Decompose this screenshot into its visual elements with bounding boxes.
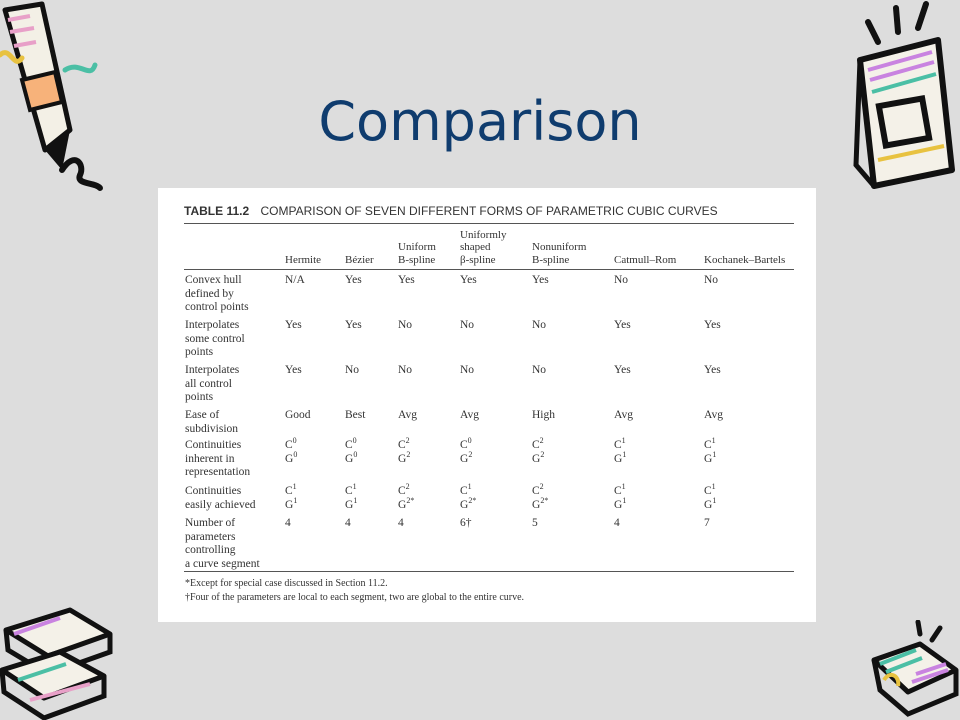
- table-cell: $C^1$: [285, 482, 297, 497]
- row-label: inherent in: [185, 452, 235, 465]
- column-header: Nonuniform: [532, 241, 587, 253]
- table-cell: $C^2$: [398, 482, 410, 497]
- table-cell: Yes: [285, 319, 302, 331]
- table-bottom-rule: [184, 571, 794, 572]
- table-cell: $G^1$: [704, 495, 717, 511]
- table-cell: No: [460, 319, 475, 331]
- table-cell: $C^1$: [704, 482, 716, 497]
- table-cell: $G^2$: [398, 449, 411, 465]
- table-cell: 6†: [460, 517, 472, 529]
- column-header: B-spline: [532, 253, 570, 266]
- table-cell: No: [345, 364, 360, 376]
- table-cell: $C^1$: [614, 482, 626, 497]
- row-label: some control: [185, 332, 245, 345]
- table-cell: $G^2$: [460, 449, 473, 465]
- table-cell: Avg: [704, 409, 723, 421]
- row-label: Interpolates: [185, 319, 240, 331]
- row-label: a curve segment: [185, 557, 260, 570]
- table-cell: No: [532, 319, 547, 331]
- row-label: defined by: [185, 287, 234, 300]
- column-header: Hermite: [285, 253, 322, 266]
- row-label: parameters: [185, 530, 236, 543]
- table-cell: Yes: [704, 319, 721, 331]
- table-cell: Yes: [614, 364, 631, 376]
- table-cell: No: [532, 364, 547, 376]
- column-header: Uniform: [398, 241, 436, 253]
- table-cell: $G^{2*}$: [398, 495, 415, 511]
- table-cell: 4: [398, 517, 404, 529]
- table-cell: Yes: [345, 274, 362, 286]
- table-cell: $G^{2*}$: [532, 495, 549, 511]
- table-cell: $G^1$: [345, 495, 358, 511]
- table-footnote: †Four of the parameters are local to each segment, two are global to the entire curve.: [185, 592, 525, 603]
- table-cell: Yes: [345, 319, 362, 331]
- table-cell: Yes: [614, 319, 631, 331]
- table-cell: $C^2$: [532, 436, 544, 451]
- row-label: easily achieved: [185, 498, 256, 511]
- row-label: controlling: [185, 544, 236, 556]
- row-label: Continuities: [185, 485, 242, 497]
- column-header: β-spline: [460, 253, 496, 266]
- table-caption: [184, 204, 718, 218]
- table-cell: Yes: [532, 274, 549, 286]
- table-cell: Yes: [398, 274, 415, 286]
- table-cell: Avg: [614, 409, 633, 421]
- row-label: subdivision: [185, 422, 239, 435]
- table-cell: Yes: [460, 274, 477, 286]
- table-cell: $G^1$: [614, 495, 627, 511]
- row-label: Continuities: [185, 439, 242, 451]
- table-top-rule: [184, 223, 794, 224]
- table-cell: $C^1$: [704, 436, 716, 451]
- books-stack-icon: [0, 600, 120, 720]
- table-cell: $C^2$: [532, 482, 544, 497]
- table-cell: Avg: [398, 409, 417, 421]
- row-label: Interpolates: [185, 364, 240, 376]
- table-cell: $C^1$: [460, 482, 472, 497]
- row-label: control points: [185, 301, 249, 313]
- table-cell: No: [398, 319, 413, 331]
- table-cell: $G^{2*}$: [460, 495, 477, 511]
- table-cell: High: [532, 409, 555, 421]
- row-label: points: [185, 391, 214, 403]
- table-caption-text: COMPARISON OF SEVEN DIFFERENT FORMS OF PARAMETRIC CUBIC CURVES: [260, 204, 718, 218]
- table-cell: $G^1$: [285, 495, 298, 511]
- table-cell: $C^1$: [345, 482, 357, 497]
- table-cell: 4: [285, 517, 291, 529]
- table-cell: $C^1$: [614, 436, 626, 451]
- table-cell: 5: [532, 517, 538, 529]
- table-number: TABLE 11.2: [184, 204, 250, 218]
- comparison-table: [158, 188, 816, 622]
- row-label: representation: [185, 466, 251, 478]
- table-cell: Yes: [704, 364, 721, 376]
- table-cell: $G^0$: [285, 449, 298, 465]
- table-cell: Good: [285, 409, 311, 421]
- column-header: Catmull–Rom: [614, 253, 677, 266]
- table-cell: Best: [345, 409, 366, 421]
- table-cell: No: [614, 274, 629, 286]
- table-cell: $C^0$: [345, 436, 357, 451]
- column-header: Bézier: [345, 253, 374, 266]
- table-cell: $G^0$: [345, 449, 358, 465]
- table-cell: 4: [614, 517, 620, 529]
- row-label: all control: [185, 377, 232, 390]
- table-cell: $C^0$: [285, 436, 297, 451]
- column-header: Uniformly: [460, 228, 507, 241]
- row-label: Convex hull: [185, 274, 242, 286]
- column-header: Kochanek–Bartels: [704, 253, 786, 266]
- table-footnote: *Except for special case discussed in Section 11.2.: [185, 578, 388, 589]
- table-cell: $G^1$: [614, 449, 627, 465]
- table-cell: Yes: [285, 364, 302, 376]
- row-label: Number of: [185, 517, 236, 529]
- column-header: B-spline: [398, 253, 436, 266]
- table-cell: 4: [345, 517, 351, 529]
- table-cell: $G^1$: [704, 449, 717, 465]
- table-cell: N/A: [285, 274, 305, 286]
- row-label: points: [185, 346, 214, 358]
- table-cell: $C^0$: [460, 436, 472, 451]
- table-cell: 7: [704, 517, 710, 529]
- table-cell: $C^2$: [398, 436, 410, 451]
- row-label: Ease of: [185, 409, 220, 421]
- open-book-icon: [860, 620, 960, 720]
- column-header: shaped: [460, 241, 491, 253]
- table-cell: No: [398, 364, 413, 376]
- table-cell: No: [460, 364, 475, 376]
- table-cell: No: [704, 274, 719, 286]
- slide-title: Comparison: [318, 90, 642, 153]
- table-cell: Avg: [460, 409, 479, 421]
- table-header-rule: [184, 269, 794, 270]
- table-cell: $G^2$: [532, 449, 545, 465]
